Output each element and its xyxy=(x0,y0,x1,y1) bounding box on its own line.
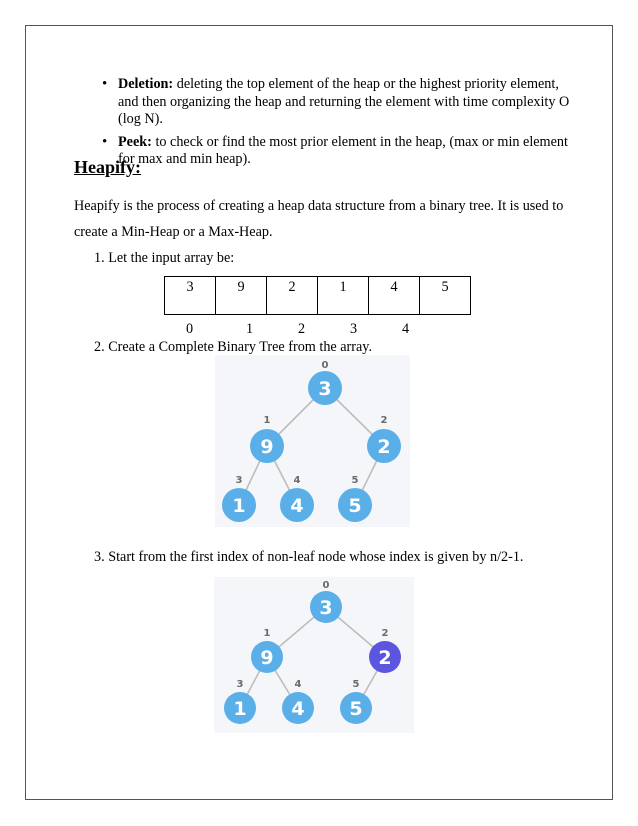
tree-node-index: 5 xyxy=(351,475,359,486)
bullet-peek xyxy=(118,134,578,169)
array-cell: 9 xyxy=(216,277,267,315)
tree-node-index: 2 xyxy=(381,628,389,639)
tree-node-index: 4 xyxy=(293,475,301,486)
bullet-text: deleting the top element of the heap or the highest priority element, and then organizing the heap and returning the element with time complexity O (log N). xyxy=(118,76,570,127)
array-index: 2 xyxy=(298,321,306,337)
tree-node-index: 3 xyxy=(236,679,244,690)
tree-node-index: 1 xyxy=(263,628,271,639)
tree-node-value: 1 xyxy=(232,495,246,517)
array-cell: 2 xyxy=(267,277,318,315)
section-heading: Heapify: xyxy=(74,157,141,177)
array-cell: 1 xyxy=(318,277,369,315)
tree-node-value: 9 xyxy=(260,647,274,669)
heapify-paragraph: Heapify is the process of creating a heap data structure from a binary tree. It is used to create a Min-Heap or a Max-Heap. xyxy=(74,198,564,240)
tree-node-value: 2 xyxy=(378,647,392,669)
tree-node-value: 5 xyxy=(349,698,363,720)
tree-2-svg xyxy=(214,577,414,733)
array-index: 0 xyxy=(186,321,194,337)
step-2: 2. Create a Complete Binary Tree from the array. xyxy=(94,339,373,355)
tree-node-value: 4 xyxy=(290,495,304,517)
bullet-term: Peek: xyxy=(118,133,152,150)
tree-node-index: 4 xyxy=(294,679,302,690)
step-3: 3. Start from the first index of non-leaf node whose index is given by n/2-1. xyxy=(94,549,524,565)
tree-node-index: 5 xyxy=(352,679,360,690)
array-cell: 3 xyxy=(165,277,216,315)
bullet-text: to check or find the most prior element in the heap, (max or min element for max and min heap). xyxy=(118,133,568,167)
tree-node-index: 3 xyxy=(235,475,243,486)
tree-node-value: 5 xyxy=(348,495,362,517)
tree-node-index: 0 xyxy=(322,580,330,591)
bullet-list xyxy=(118,76,578,174)
tree-node-value: 2 xyxy=(377,436,391,458)
tree-node-value: 9 xyxy=(260,436,274,458)
tree-node-index: 1 xyxy=(263,415,271,426)
array-index: 1 xyxy=(246,321,254,337)
tree-node-index: 2 xyxy=(380,415,388,426)
array-cell: 4 xyxy=(369,277,420,315)
tree-diagram-1 xyxy=(215,355,410,527)
input-array-table xyxy=(164,276,471,315)
tree-node-value: 1 xyxy=(233,698,247,720)
bullet-term: Deletion: xyxy=(118,76,174,92)
tree-diagram-2 xyxy=(214,577,414,733)
tree-node-value: 3 xyxy=(318,378,332,400)
tree-node-value: 4 xyxy=(291,698,305,720)
array-index: 3 xyxy=(350,321,358,337)
array-index: 4 xyxy=(402,321,410,337)
tree-node-value: 3 xyxy=(319,597,333,619)
step-1: 1. Let the input array be: xyxy=(94,250,235,266)
array-cell: 5 xyxy=(420,277,471,315)
tree-1-svg xyxy=(215,355,410,527)
bullet-deletion xyxy=(118,76,578,129)
tree-node-index: 0 xyxy=(321,360,329,371)
